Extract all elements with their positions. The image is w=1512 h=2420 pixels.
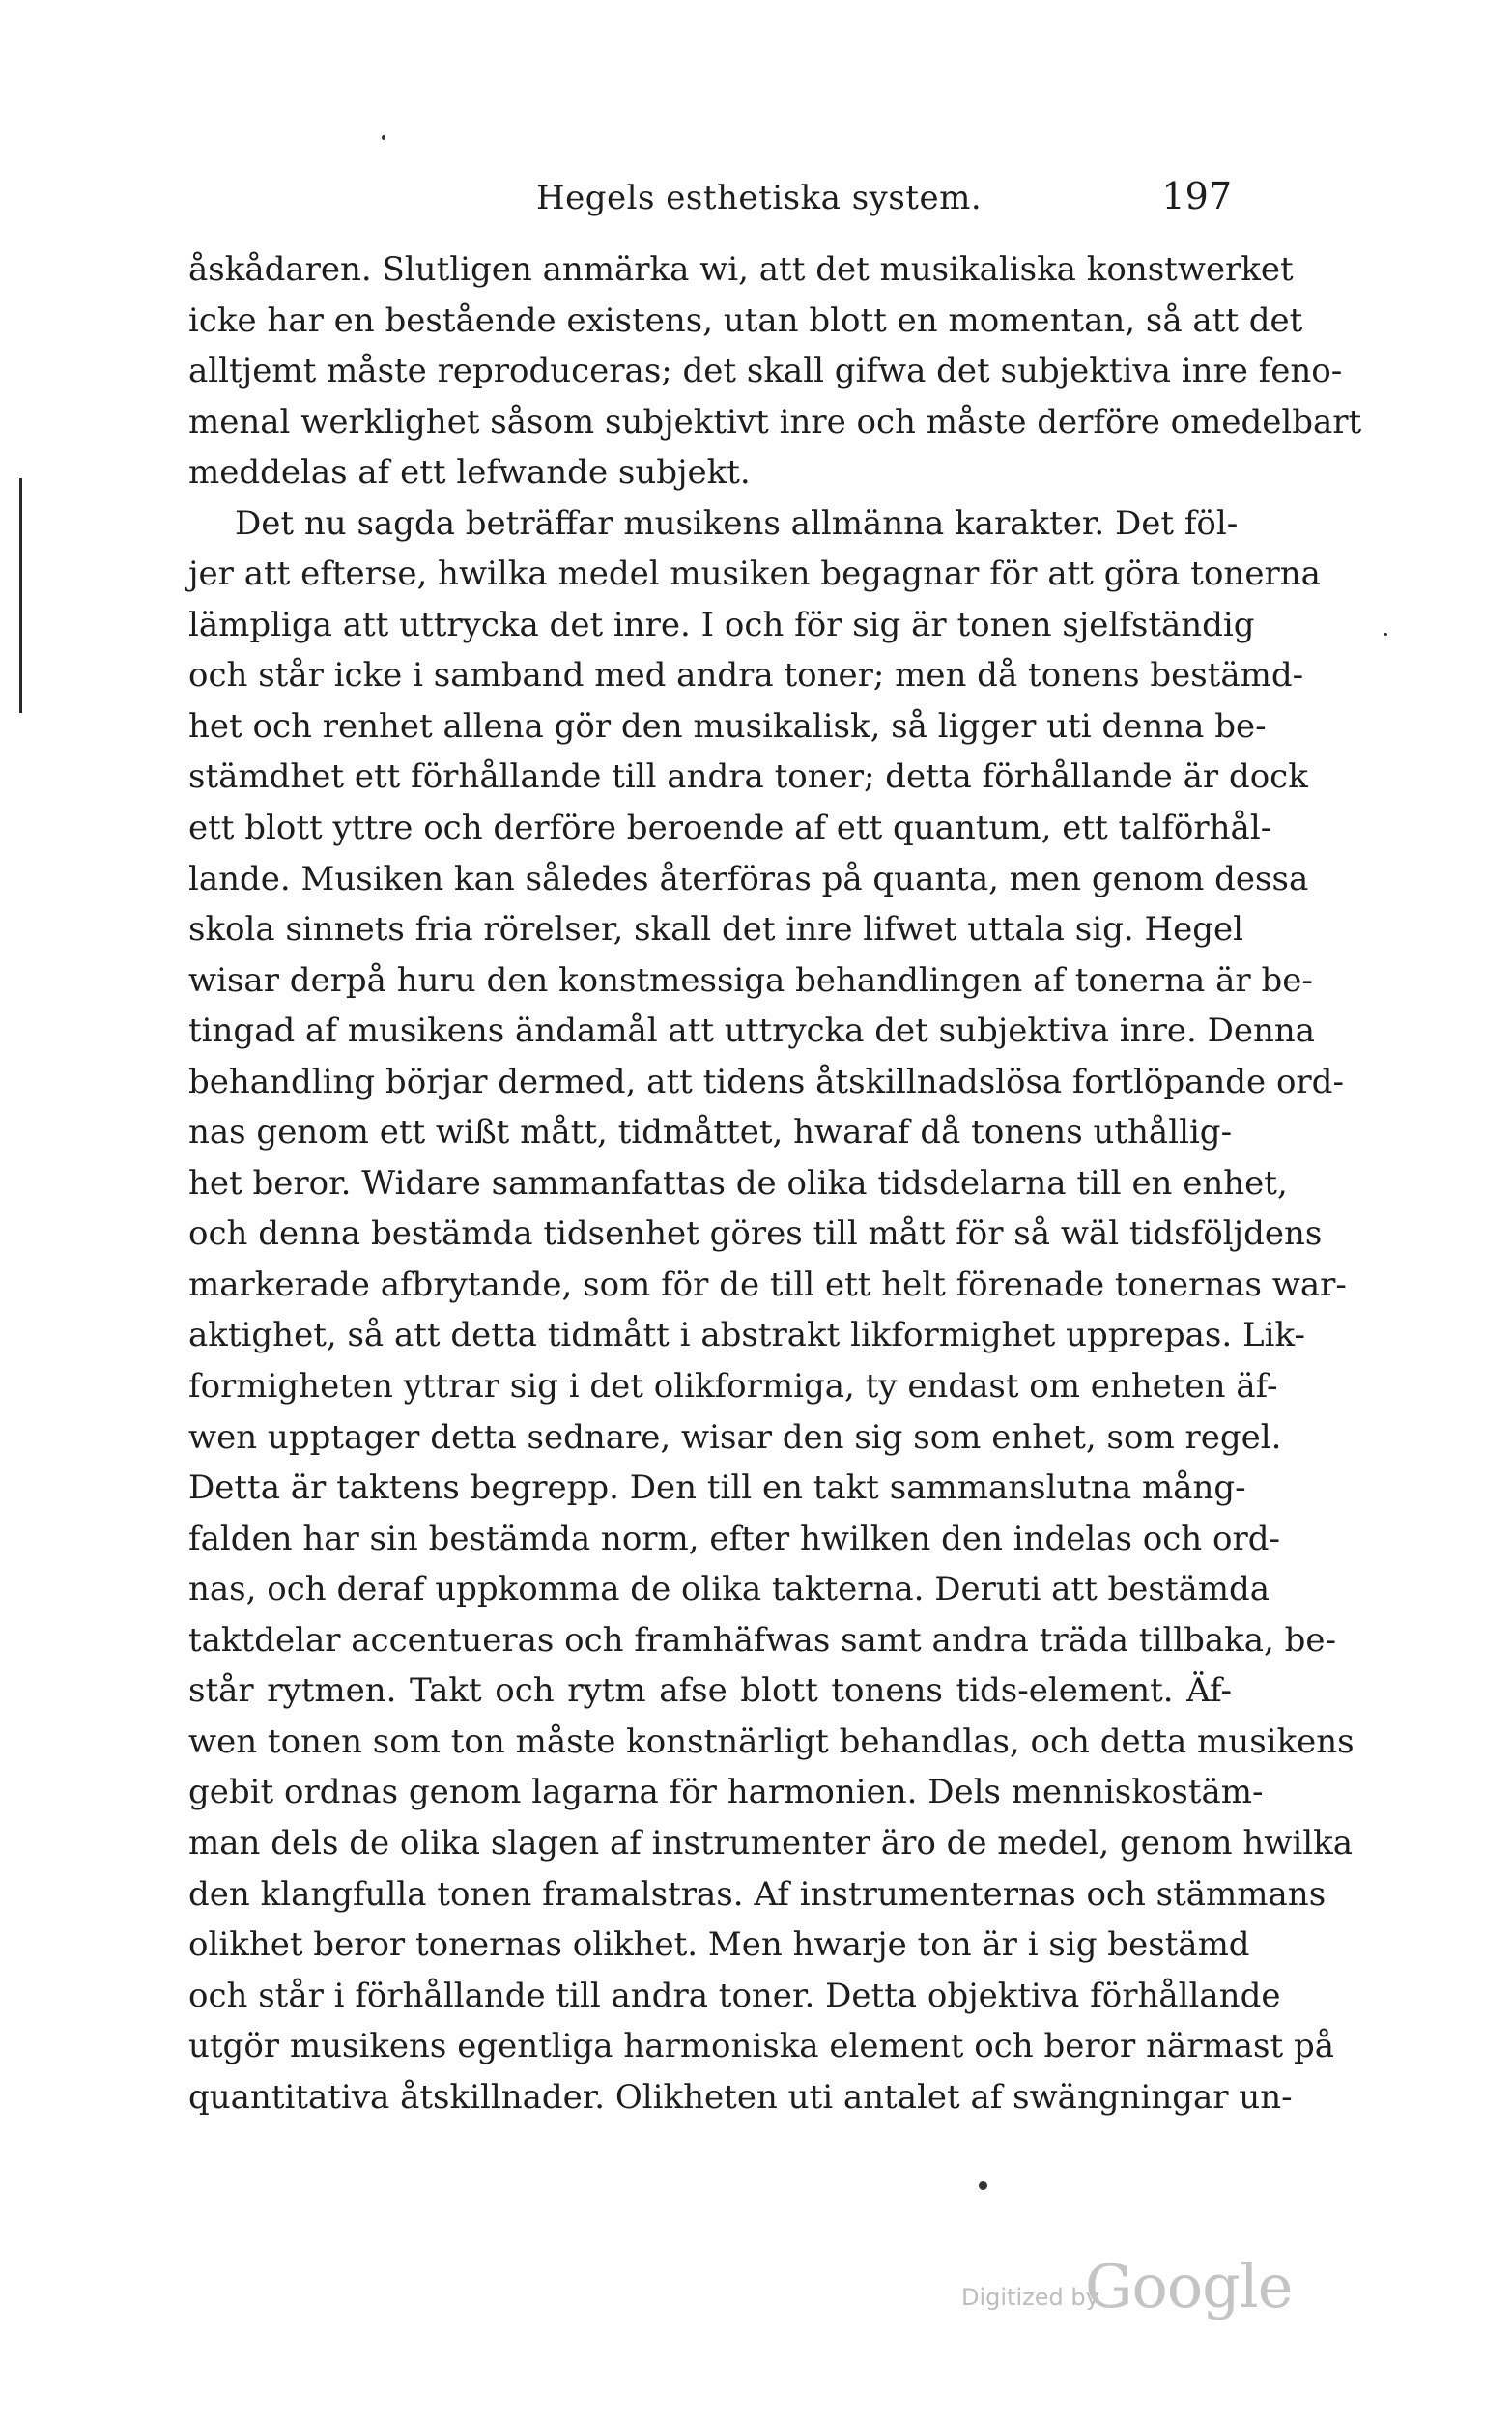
google-watermark: [961, 2251, 1293, 2328]
text-line: gebit ordnas genom lagarna för harmonien. Dels menniskostäm-: [188, 1773, 1264, 1812]
google-logo: Google: [1085, 2251, 1293, 2321]
text-line: stämdhet ett förhållande till andra toner; detta förhållande är dock: [188, 757, 1308, 797]
text-line: wen tonen som ton måste konstnärligt behandlas, och detta musikens: [188, 1722, 1355, 1761]
text-line: utgör musikens egentliga harmoniska element och beror närmast på: [188, 2027, 1334, 2066]
text-line: den klangfulla tonen framalstras. Af instrumenternas och stämmans: [188, 1874, 1327, 1914]
ink-speck: [1384, 633, 1387, 636]
text-line: alltjemt måste reproduceras; det skall gifwa det subjektiva inre feno-: [188, 352, 1343, 391]
page-header: [193, 169, 1232, 227]
text-line: nas genom ett wißt mått, tidmåttet, hwaraf då tonens uthållig-: [188, 1113, 1233, 1153]
text-line: meddelas af ett lefwande subjekt.: [188, 453, 751, 493]
text-line: menal werklighet såsom subjektivt inre och måste derföre omedelbart: [188, 402, 1362, 441]
text-line: het beror. Widare sammanfattas de olika tidsdelarna till en enhet,: [188, 1163, 1288, 1203]
text-line: wen upptager detta sednare, wisar den sig som enhet, som regel.: [188, 1417, 1282, 1457]
text-line: och står i förhållande till andra toner. Detta objektiva förhållande: [188, 1976, 1281, 2015]
text-line: formigheten yttrar sig i det olikformiga, ty endast om enheten äf-: [188, 1367, 1278, 1407]
margin-rule: [19, 478, 22, 713]
text-line: behandling börjar dermed, att tidens åtskillnadslösa fortlöpande ord-: [188, 1062, 1344, 1101]
text-line: icke har en bestående existens, utan blott en momentan, så att det: [188, 300, 1303, 340]
text-line: åskådaren. Slutligen anmärka wi, att det musikaliska konstwerket: [188, 250, 1294, 289]
page-number: 197: [1161, 175, 1232, 217]
text-line: nas, och deraf uppkomma de olika takterna. Deruti att bestämda: [188, 1570, 1270, 1609]
text-line: taktdelar accentueras och framhäfwas samt andra träda tillbaka, be-: [188, 1620, 1336, 1660]
text-line: quantitativa åtskillnader. Olikheten uti antalet af swängningar un-: [188, 2077, 1293, 2117]
text-line: wisar derpå huru den konstmessiga behandlingen af tonerna är be-: [188, 960, 1313, 1000]
watermark-prefix: Digitized by: [961, 2284, 1099, 2311]
text-line: Detta är taktens begrepp. Den till en takt sammanslutna mång-: [188, 1468, 1246, 1508]
text-line: falden har sin bestämda norm, efter hwilken den indelas och ord-: [188, 1519, 1280, 1558]
text-line: lämpliga att uttrycka det inre. I och för sig är tonen sjelfständig: [188, 605, 1255, 644]
text-line: ett blott yttre och derföre beroende af ett quantum, ett talförhål-: [188, 809, 1272, 848]
text-line: jer att efterse, hwilka medel musiken begagnar för att göra tonerna: [188, 555, 1321, 594]
text-line: man dels de olika slagen af instrumenter äro de medel, genom hwilka: [188, 1823, 1353, 1863]
text-line: skola sinnets fria rörelser, skall det inre lifwet uttala sig. Hegel: [188, 910, 1243, 950]
text-line: och denna bestämda tidsenhet göres till mått för så wäl tidsföljdens: [188, 1214, 1323, 1254]
text-line: het och renhet allena gör den musikalisk, så ligger uti denna be-: [188, 706, 1267, 746]
running-head: Hegels esthetiska system.: [536, 179, 983, 217]
text-line: aktighet, så att detta tidmått i abstrakt likformighet upprepas. Lik-: [188, 1316, 1305, 1355]
text-line: tingad af musikens ändamål att uttrycka det subjektiva inre. Denna: [188, 1011, 1316, 1051]
text-line: Det nu sagda beträffar musikens allmänna karakter. Det föl-: [235, 503, 1239, 543]
text-line: står rytmen. Takt och rytm afse blott tonens tids-element. Äf-: [188, 1671, 1232, 1711]
text-line: olikhet beror tonernas olikhet. Men hwarje ton är i sig bestämd: [188, 1925, 1250, 1965]
ink-speck: [382, 135, 385, 140]
text-line: och står icke i samband med andra toner; men då tonens bestämd-: [188, 656, 1304, 696]
text-line: lande. Musiken kan således återföras på quanta, men genom dessa: [188, 859, 1309, 898]
text-line: markerade afbrytande, som för de till ett helt förenade tonernas war-: [188, 1265, 1347, 1304]
body-text: [188, 244, 1362, 2122]
ink-speck: [979, 2181, 987, 2190]
